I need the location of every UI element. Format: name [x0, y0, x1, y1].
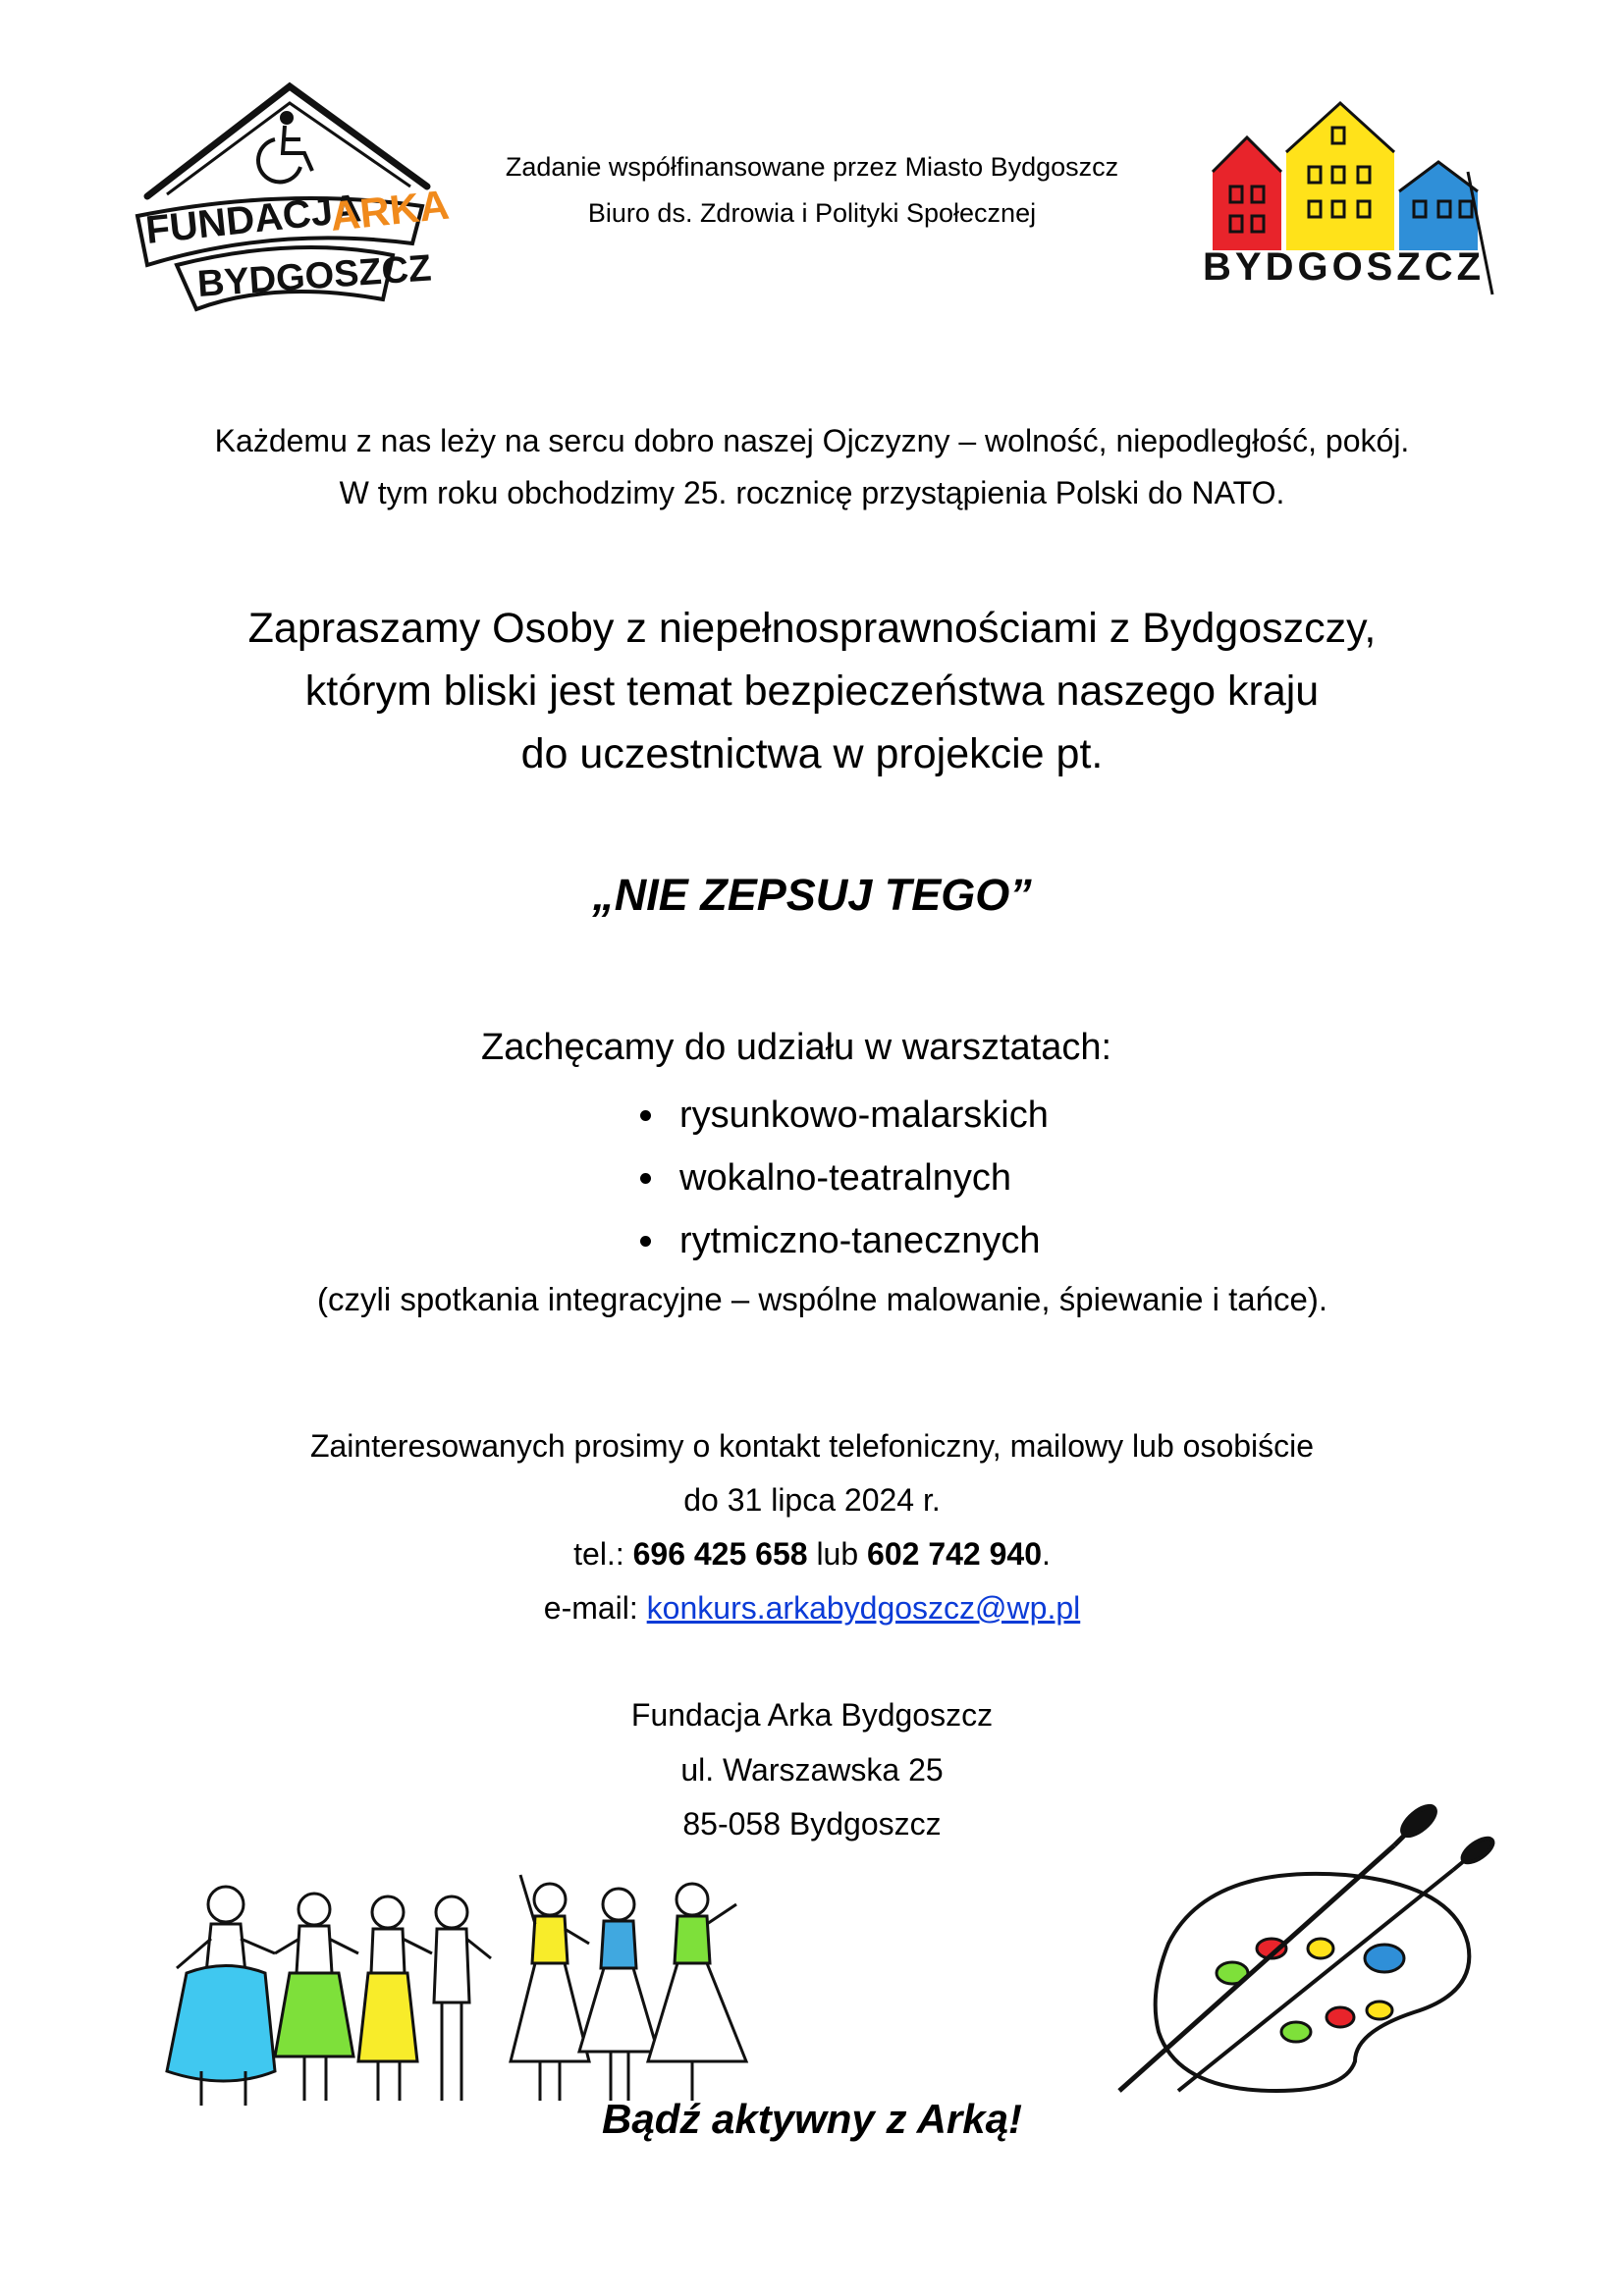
paint-palette-illustration	[1100, 1796, 1502, 2120]
workshop-item	[640, 1209, 1049, 1272]
workshop-item-label: rytmiczno-tanecznych	[679, 1220, 1041, 1261]
contact-phone-line	[0, 1527, 1624, 1581]
workshop-item	[640, 1147, 1049, 1209]
invitation-line-3: do uczestnictwa w projekcie pt.	[520, 730, 1104, 777]
phone-number-1[interactable]: 696 425 658	[632, 1536, 808, 1572]
phone-end: .	[1041, 1536, 1051, 1572]
cofinance-line-1: Zadanie współfinansowane przez Miasto Bydgoszcz	[505, 152, 1119, 182]
invitation-line-1: Zapraszamy Osoby z niepełnosprawnościami z Bydgoszczy,	[247, 605, 1377, 652]
contact-line-1: Zainteresowanych prosimy o kontakt telefoniczny, mailowy lub osobiście	[309, 1428, 1315, 1464]
invitation-line-2: którym bliski jest temat bezpieczeństwa naszego kraju	[304, 667, 1320, 715]
phone-label: tel.:	[573, 1536, 633, 1572]
red-house-icon	[1213, 137, 1281, 250]
bullet-icon	[640, 1110, 651, 1121]
contact-email-line	[0, 1581, 1624, 1635]
logo-text-arka: ARKA	[328, 181, 452, 240]
dancers-illustration	[157, 1865, 766, 2120]
dancer-figure	[579, 1889, 658, 2101]
workshop-item-label: rysunkowo-malarskich	[679, 1095, 1049, 1136]
logo-text-bydgoszcz-city: BYDGOSZCZ	[1203, 245, 1486, 289]
workshops-lead: Zachęcamy do udziału w warsztatach:	[481, 1027, 1112, 1068]
address-city: 85-058 Bydgoszcz	[682, 1806, 942, 1842]
paint-blob-yellow-2	[1367, 2002, 1392, 2019]
dancer-figure	[358, 1896, 432, 2101]
bullet-icon	[640, 1236, 651, 1247]
logo-text-bydgoszcz: BYDGOSZCZ	[195, 247, 433, 305]
logo-text-fundacja: FUNDACJA	[143, 187, 363, 252]
email-label: e-mail:	[543, 1590, 647, 1626]
paint-blob-yellow	[1308, 1939, 1333, 1958]
paint-blob-red-2	[1326, 2007, 1354, 2027]
bydgoszcz-city-logo	[1203, 93, 1497, 299]
phone-or: lub	[807, 1536, 868, 1572]
dancer-figure	[648, 1884, 746, 2101]
dancer-figure	[434, 1896, 491, 2101]
workshops-list	[640, 1084, 1049, 1272]
motto: Bądź aktywny z Arką!	[602, 2096, 1022, 2142]
intro-line-2: W tym roku obchodzimy 25. rocznicę przystąpienia Polski do NATO.	[339, 475, 1285, 510]
workshops-note: (czyli spotkania integracyjne – wspólne malowanie, śpiewanie i tańce).	[317, 1281, 1328, 1317]
project-title: „NIE ZEPSUJ TEGO”	[592, 870, 1032, 920]
dancer-figure	[167, 1887, 275, 2106]
address-name: Fundacja Arka Bydgoszcz	[630, 1697, 994, 1733]
contact-line-2: do 31 lipca 2024 r.	[683, 1482, 941, 1518]
address-street: ul. Warszawska 25	[680, 1752, 944, 1788]
paint-blob-green-2	[1281, 2022, 1311, 2042]
cofinance-line-2: Biuro ds. Zdrowia i Polityki Społecznej	[587, 198, 1037, 228]
yellow-house-icon	[1286, 103, 1394, 250]
workshop-item	[640, 1084, 1049, 1147]
email-link[interactable]: konkurs.arkabydgoszcz@wp.pl	[646, 1590, 1081, 1626]
phone-number-2[interactable]: 602 742 940	[867, 1536, 1042, 1572]
bullet-icon	[640, 1173, 651, 1184]
paint-blob-blue	[1365, 1945, 1404, 1972]
workshop-item-label: wokalno-teatralnych	[679, 1157, 1011, 1199]
dancer-figure	[275, 1894, 358, 2101]
intro-line-1: Każdemu z nas leży na sercu dobro naszej Ojczyzny – wolność, niepodległość, pokój.	[214, 423, 1410, 458]
dancer-figure	[511, 1875, 589, 2101]
